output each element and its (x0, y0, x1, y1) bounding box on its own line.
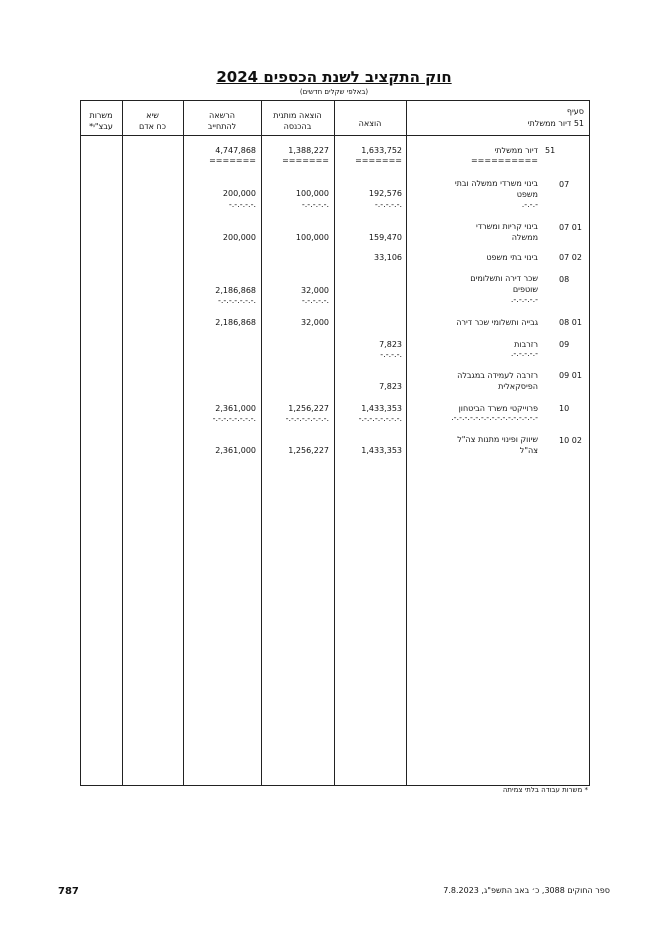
row-description: רזרבה לעמידה במגבלה (457, 371, 538, 380)
column-divider (122, 100, 123, 786)
row-conditional: 32,000 (301, 286, 329, 295)
row-expense: 1,433,353 (361, 404, 402, 413)
row-description: פרוייקטי משרד הביטחון (458, 404, 538, 413)
row-description: בינוי משרדי ממשלה ובתי (454, 179, 538, 188)
row-description: בינוי קריות ומשרדי (475, 222, 538, 231)
row-expense: 1,633,752 (361, 146, 402, 155)
row-expense: 1,433,353 (361, 446, 402, 455)
row-code: 51 (545, 146, 556, 155)
row-description: ממשלה (511, 233, 538, 242)
row-code: 08 (559, 275, 570, 284)
row-expense-underline: -.-.-.-.-.-.-.-. (358, 414, 402, 423)
row-expense: 159,470 (368, 233, 402, 242)
header-section-sub: 51 דיור ממשלתי (527, 119, 584, 128)
row-description: דיור ממשלתי (494, 146, 538, 155)
row-authorization: 4,747,868 (215, 146, 256, 155)
row-code: 09 (559, 340, 570, 349)
header-temp-1: משרות (89, 111, 113, 120)
row-description-underline: -.-.-.-.-. (510, 295, 538, 304)
row-description: שיווק ופינוי מתנות צה"ל (457, 435, 538, 444)
row-expense: 33,106 (374, 253, 402, 262)
row-conditional: 32,000 (301, 318, 329, 327)
row-authorization-underline: -.-.-.-.-. (228, 200, 256, 209)
row-expense-underline: -.-.-.-. (380, 350, 402, 359)
header-manpower-2: כח אדם (138, 122, 167, 131)
row-code: 09 01 (559, 371, 582, 380)
header-manpower-1: שיא (146, 111, 159, 120)
row-code: 08 01 (559, 318, 582, 327)
row-conditional: 1,388,227 (288, 146, 329, 155)
header-conditional-2: בהכנסה (283, 122, 312, 131)
header-section: סעיף (566, 107, 584, 116)
row-description: רזרבות (514, 340, 538, 349)
header-conditional-1: הוצאה מותנית (273, 111, 322, 120)
row-conditional-underline: -.-.-.-.-. (301, 200, 329, 209)
row-description: שוטפים (512, 285, 538, 294)
header-authorization-2: להתחייב (207, 122, 237, 131)
row-description: גבייה ותשלומי שכר דירה (456, 318, 538, 327)
row-description: שכר דירה ותשלומים (470, 274, 538, 283)
row-conditional-underline: ======= (282, 156, 329, 165)
row-description: צה"ל (519, 446, 538, 455)
page-title: חוק התקציב לשנת הכספים 2024 (216, 68, 452, 86)
row-description: הפיסקאלית (498, 382, 538, 391)
row-conditional-underline: -.-.-.-.-.-.-.-. (285, 414, 329, 423)
row-description: בינוי בתי משפט (486, 253, 538, 262)
row-code: 10 02 (559, 436, 582, 445)
row-authorization: 200,000 (222, 189, 256, 198)
row-expense: 192,576 (368, 189, 402, 198)
row-authorization-underline: ======= (209, 156, 256, 165)
row-authorization-underline: -.-.-.-.-.-.-. (217, 296, 256, 305)
row-authorization: 2,361,000 (215, 404, 256, 413)
footer-source: ספר החוקים 3088, כ׳ באב התשפ"ג, 7.8.2023 (443, 886, 610, 895)
row-description-underline: -.-.-. (521, 200, 538, 209)
row-authorization: 2,186,868 (215, 286, 256, 295)
row-authorization-underline: -.-.-.-.-.-.-.-. (212, 414, 256, 423)
row-description-underline: -.-.-.-.-.-.-.-.-.-.-.-.-.-.-.-. (451, 413, 538, 422)
row-conditional: 100,000 (295, 189, 329, 198)
row-code: 07 02 (559, 253, 582, 262)
header-expense: הוצאה (358, 119, 382, 128)
row-code: 07 (559, 180, 570, 189)
header-divider (80, 135, 590, 136)
header-authorization-1: הרשאה (209, 111, 235, 120)
row-authorization: 200,000 (222, 233, 256, 242)
row-description-underline: ========== (470, 156, 538, 165)
row-code: 07 01 (559, 223, 582, 232)
row-authorization: 2,186,868 (215, 318, 256, 327)
page-number: 787 (58, 886, 79, 897)
row-expense-underline: -.-.-.-.-. (374, 200, 402, 209)
row-conditional: 100,000 (295, 233, 329, 242)
row-expense: 7,823 (379, 382, 402, 391)
footnote: * משרות עבודה בלתי צמיתה (502, 786, 588, 794)
row-conditional: 1,256,227 (288, 404, 329, 413)
row-description: משפט (516, 190, 538, 199)
row-code: 10 (559, 404, 570, 413)
row-expense: 7,823 (379, 340, 402, 349)
row-conditional: 1,256,227 (288, 446, 329, 455)
header-temp-2: עבצ"י* (89, 122, 113, 131)
row-conditional-underline: -.-.-.-.-. (301, 296, 329, 305)
column-divider (183, 100, 184, 786)
row-description-underline: -.-.-.-.-. (510, 349, 538, 358)
row-authorization: 2,361,000 (215, 446, 256, 455)
page-subtitle: (באלפי שקלים חדשים) (299, 88, 369, 96)
row-expense-underline: ======= (355, 156, 402, 165)
